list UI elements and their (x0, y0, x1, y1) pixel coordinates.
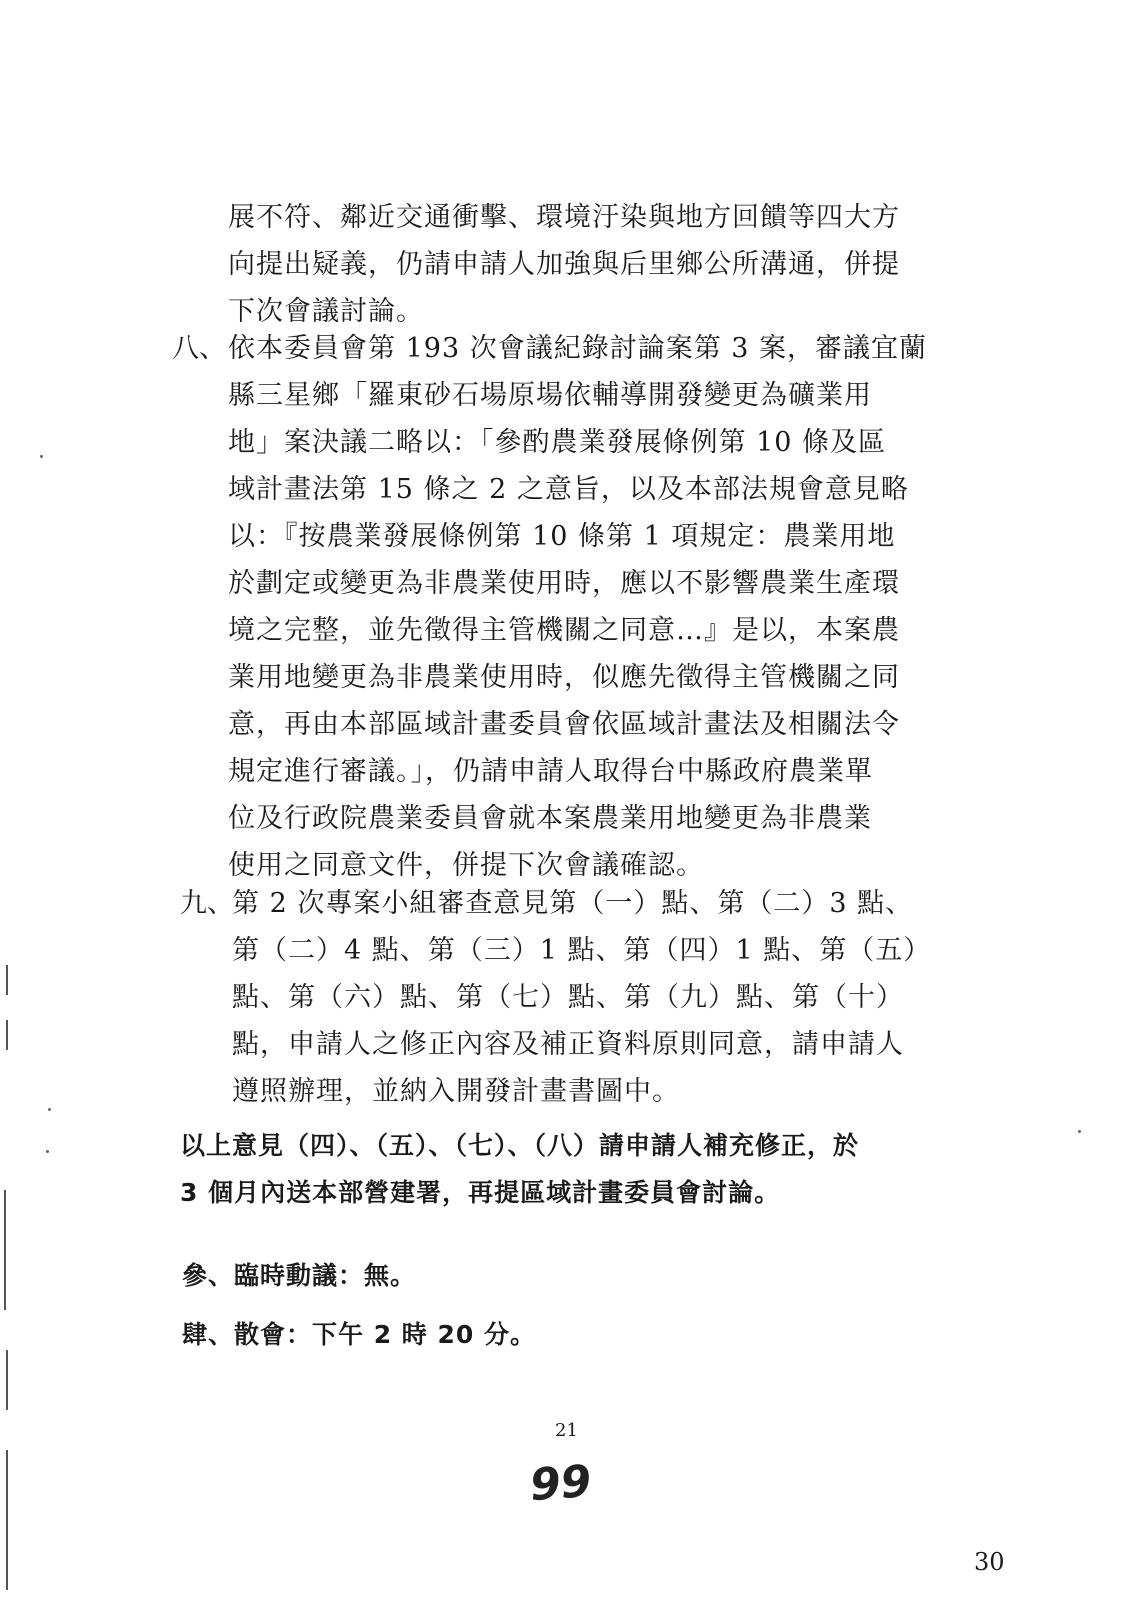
binding-edge-mark (6, 1350, 8, 1410)
binding-edge-mark (6, 965, 8, 995)
scan-speck (48, 1108, 51, 1111)
item-9-line: 點，申請人之修正內容及補正資料原則同意，請申請人 (232, 1029, 904, 1060)
item-9-number: 九、 (180, 888, 234, 919)
scan-speck (40, 455, 43, 458)
stamped-page-number: 30 (974, 1548, 1005, 1576)
item-8-line: 依本委員會第 193 次會議紀錄討論案第 3 案，審議宜蘭 (228, 333, 928, 364)
item-8-line: 使用之同意文件，併提下次會議確認。 (228, 850, 704, 881)
item-9-line: 點、第（六）點、第（七）點、第（九）點、第（十） (232, 982, 904, 1013)
item-8-line: 於劃定或變更為非農業使用時，應以不影響農業生產環 (228, 568, 900, 599)
item-9-line: 第（二）4 點、第（三）1 點、第（四）1 點、第（五） (232, 935, 932, 966)
item-8-line: 以：『按農業發展條例第 10 條第 1 項規定：農業用地 (228, 521, 896, 552)
binding-edge-mark (6, 1450, 8, 1590)
section-4-adjournment: 肆、散會：下午 2 時 20 分。 (182, 1320, 537, 1349)
scan-speck (46, 1150, 49, 1153)
handwritten-number: 99 (528, 1455, 593, 1512)
item-9-line: 遵照辦理，並納入開發計畫書圖中。 (232, 1076, 680, 1107)
item-8-line: 意，再由本部區域計畫委員會依區域計畫法及相關法令 (228, 709, 900, 740)
item-8-line: 域計畫法第 15 條之 2 之意旨，以及本部法規會意見略 (228, 474, 909, 505)
scan-speck (1078, 1130, 1081, 1133)
item-8-line: 規定進行審議。」，仍請申請人取得台中縣政府農業單 (228, 756, 873, 787)
continuation-line: 展不符、鄰近交通衝擊、環境汙染與地方回饋等四大方 (228, 202, 900, 233)
binding-edge-mark (6, 1020, 8, 1050)
item-8-line: 縣三星鄉「羅東砂石場原場依輔導開發變更為礦業用 (228, 380, 872, 411)
item-9-line: 第 2 次專案小組審查意見第（一）點、第（二）3 點、 (232, 888, 914, 919)
item-8-line: 境之完整，並先徵得主管機關之同意…』是以，本案農 (228, 615, 900, 646)
binding-edge-mark (4, 1190, 6, 1310)
continuation-line: 下次會議討論。 (228, 296, 424, 327)
item-8-line: 位及行政院農業委員會就本案農業用地變更為非農業 (228, 803, 872, 834)
page-number: 21 (555, 1420, 578, 1441)
conclusion-line: 3 個月內送本部營建署，再提區域計畫委員會討論。 (180, 1178, 781, 1207)
continuation-line: 向提出疑義，仍請申請人加強與后里鄉公所溝通，併提 (228, 249, 900, 280)
item-8-number: 八、 (172, 333, 226, 364)
conclusion-line: 以上意見（四）、（五）、（七）、（八）請申請人補充修正，於 (180, 1131, 860, 1160)
section-3-extempore-motion: 參、臨時動議：無。 (182, 1261, 417, 1290)
item-8-line: 業用地變更為非農業使用時，似應先徵得主管機關之同 (228, 662, 900, 693)
item-8-line: 地」案決議二略以：「參酌農業發展條例第 10 條及區 (228, 427, 887, 458)
